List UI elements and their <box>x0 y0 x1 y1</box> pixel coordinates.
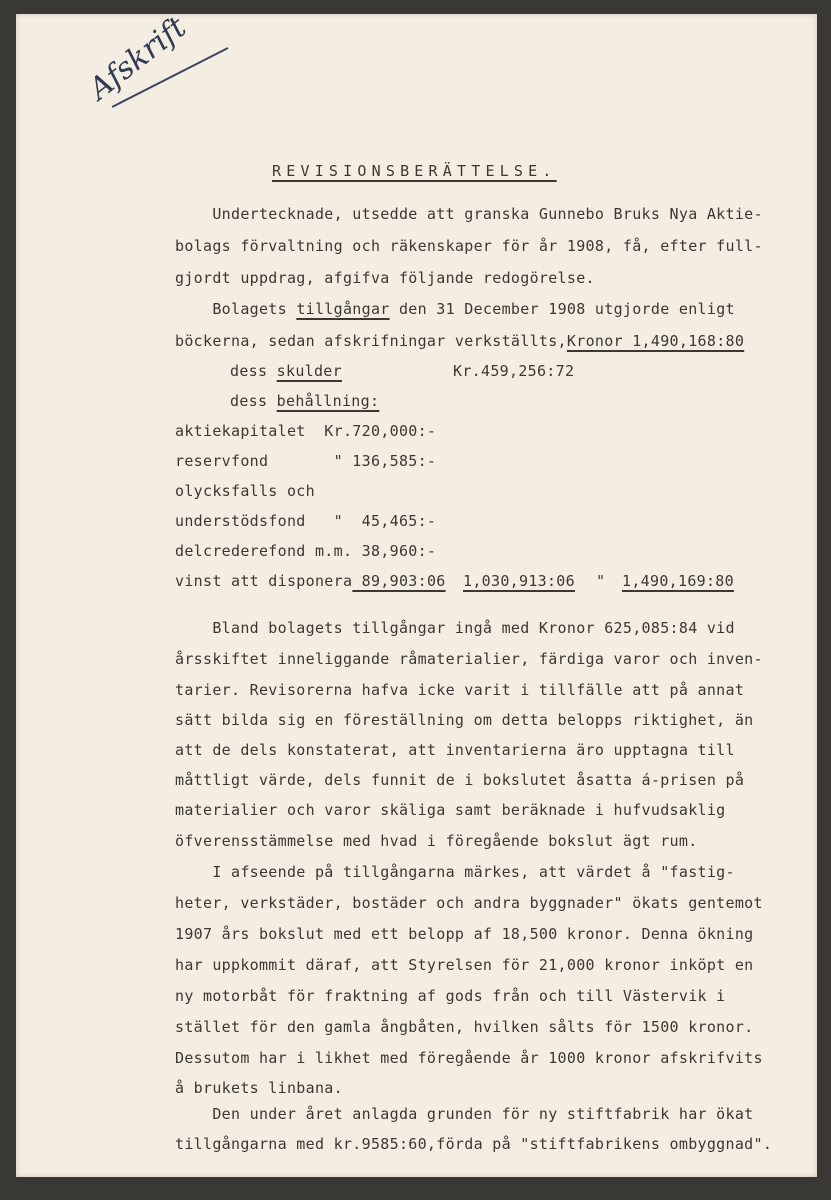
paragraph-line: har uppkommit däraf, att Styrelsen för 21,000 kronor inköpt en <box>175 956 754 974</box>
paragraph-line: tarier. Revisorerna hafva icke varit i tillfälle att på annat <box>175 681 745 699</box>
intro-line: Undertecknade, utsedde att granska Gunnebo Bruks Nya Aktie- <box>175 205 763 223</box>
paragraph-line: ny motorbåt för fraktning af gods från och till Västervik i <box>175 987 726 1005</box>
equity-row-profit <box>175 572 446 590</box>
assets-line <box>175 332 744 350</box>
equity-row: aktiekapitalet Kr.720,000:- <box>175 422 437 440</box>
paragraph-line: måttligt värde, dels funnit de i bokslutet åsatta á-prisen på <box>175 771 745 789</box>
equity-row: olycksfalls och <box>175 482 315 500</box>
document-page <box>16 9 817 1177</box>
equity-row: reservfond " 136,585:- <box>175 452 437 470</box>
text: böckerna, sedan afskrifningar verkställts, <box>175 332 567 350</box>
equity-term: behållning: <box>276 392 380 410</box>
liabilities-term: skulder <box>276 362 342 380</box>
assets-term: tillgångar <box>296 300 390 318</box>
balance-total: 1,490,169:80 <box>622 572 734 590</box>
paragraph-line: Bland bolagets tillgångar ingå med Kronor 625,085:84 vid <box>175 619 735 637</box>
paragraph-line: heter, verkstäder, bostäder och andra byggnader" ökats gentemot <box>175 894 763 912</box>
paragraph-line: sätt bilda sig en föreställning om detta belopps riktighet, än <box>175 711 754 729</box>
handwritten-annotation: Afskrift <box>82 9 193 107</box>
paragraph-line: I afseende på tillgångarna märkes, att värdet å "fastig- <box>175 863 735 881</box>
paragraph-line: Dessutom har i likhet med föregående år 1000 kronor afskrifvits <box>175 1049 763 1067</box>
document-title: REVISIONSBERÄTTELSE. <box>272 162 557 180</box>
text: Bolagets <box>175 300 297 318</box>
profit-amount: 89,903:06 <box>352 572 446 590</box>
liabilities-label <box>230 362 342 380</box>
paragraph-line: årsskiftet inneliggande råmaterialier, färdiga varor och inven- <box>175 650 763 668</box>
assets-line <box>175 300 735 318</box>
equity-label <box>230 392 379 410</box>
liabilities-amount: Kr.459,256:72 <box>453 362 575 380</box>
paragraph-line: Den under året anlagda grunden för ny stiftfabrik har ökat <box>175 1105 754 1123</box>
paragraph-line: å brukets linbana. <box>175 1079 343 1097</box>
text: dess <box>230 392 277 410</box>
text: dess <box>230 362 277 380</box>
paragraph-line: materialier och varor skäliga samt beräknade i hufvudsaklig <box>175 801 726 819</box>
paragraph-line: 1907 års bokslut med ett belopp af 18,500 kronor. Denna ökning <box>175 925 754 943</box>
equity-row: understödsfond " 45,465:- <box>175 512 437 530</box>
text: vinst att disponera <box>175 572 353 590</box>
equity-subtotal: 1,030,913:06 <box>463 572 575 590</box>
paragraph-line: tillgångarna med kr.9585:60,förda på "stiftfabrikens ombyggnad". <box>175 1135 773 1153</box>
equity-row: delcrederefond m.m. 38,960:- <box>175 542 437 560</box>
paragraph-line: stället för den gamla ångbåten, hvilken sålts för 1500 kronor. <box>175 1018 754 1036</box>
paragraph-line: att de dels konstaterat, att inventarierna äro upptagna till <box>175 741 735 759</box>
intro-line: gjordt uppdrag, afgifva följande redogörelse. <box>175 269 595 287</box>
paragraph-line: öfverensstämmelse med hvad i föregående bokslut ägt rum. <box>175 832 698 850</box>
assets-total: Kronor 1,490,168:80 <box>566 332 745 350</box>
text: den 31 December 1908 utgjorde enligt <box>389 300 735 318</box>
intro-line: bolags förvaltning och räkenskaper för år 1908, få, efter full- <box>175 237 763 255</box>
ditto-mark: " <box>596 572 606 590</box>
